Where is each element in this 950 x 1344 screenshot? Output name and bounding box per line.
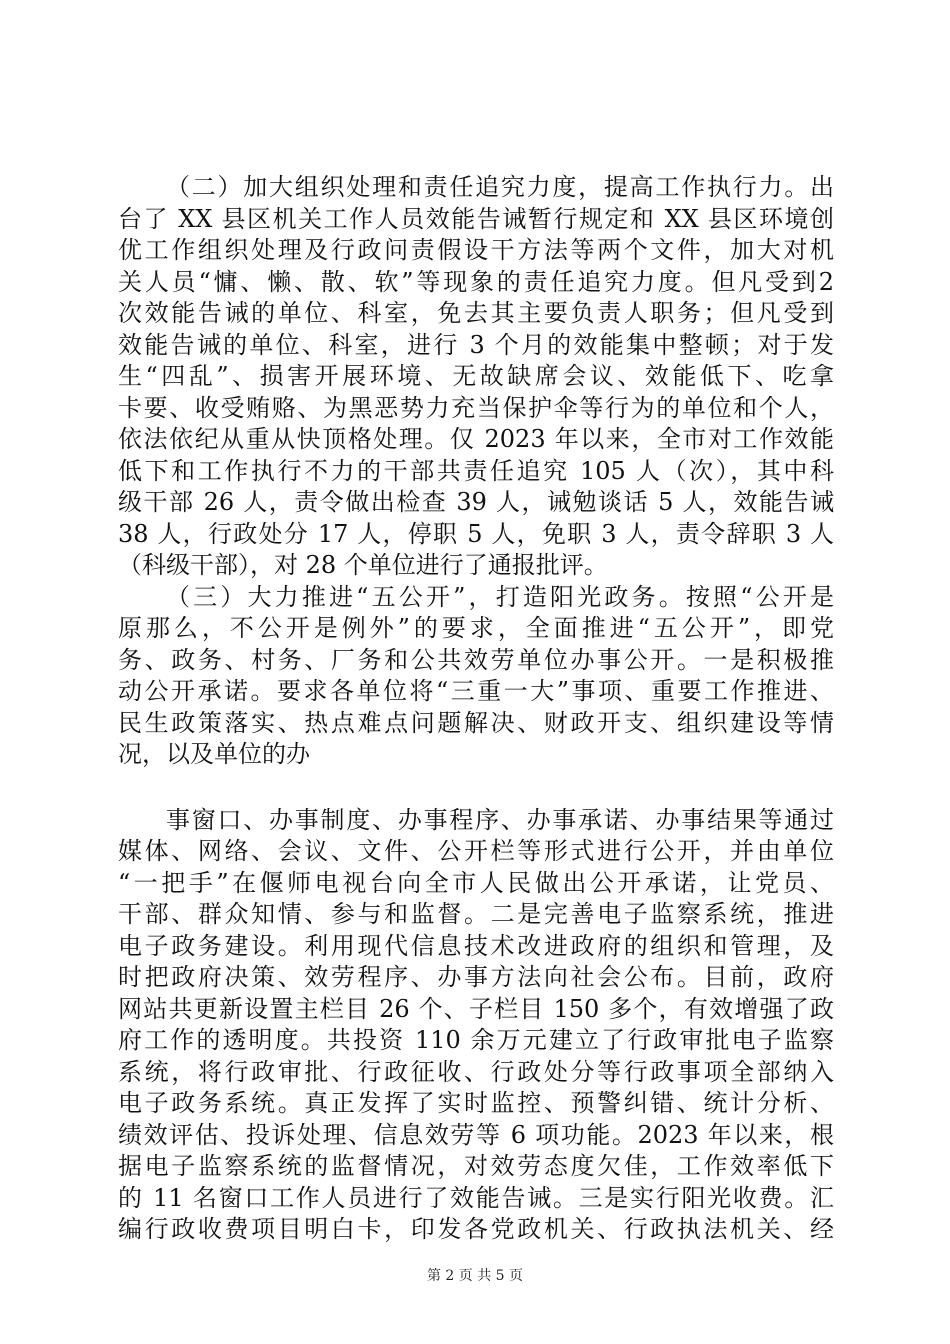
text-line: 次效能告诫的单位、科室，免去其主要负责人职务；但凡受到 [118, 299, 834, 327]
text-line: 卡要、收受贿赂、为黑恶势力充当保护伞等行为的单位和个人， [118, 393, 834, 422]
text-line: 关人员“慵、懒、散、软”等现象的责任追究力度。但凡受到2 [118, 267, 834, 296]
text-line: 38 人，行政处分 17 人，停职 5 人，免职 3 人，责令辞职 3 人 [118, 519, 834, 548]
text-line: （科级干部），对 28 个单位进行了通报批评。 [118, 551, 608, 579]
text-line: 务、政务、村务、厂务和公共效劳单位办事公开。一是积极推 [118, 645, 834, 674]
text-line: 网站共更新设置主栏目 26 个、子栏目 150 多个，有效增强了政 [118, 994, 834, 1023]
body-text [118, 172, 834, 1246]
text-line: 优工作组织处理及行政问责假设干方法等两个文件，加大对机 [118, 236, 834, 264]
text-line: 媒体、网络、会议、文件、公开栏等形式进行公开，并由单位 [118, 837, 834, 865]
text-line: （二）加大组织处理和责任追究力度，提高工作执行力。出 [166, 173, 834, 201]
text-line: “一把手”在偃师电视台向全市人民做出公开承诺，让党员、 [118, 868, 834, 897]
text-line: 系统，将行政审批、行政征收、行政处分等行政事项全部纳入 [118, 1057, 834, 1086]
text-line: 民生政策落实、热点难点问题解决、财政开支、组织建设等情 [118, 708, 834, 737]
text-line: 台了 XX 县区机关工作人员效能告诫暂行规定和 XX 县区环境创 [118, 204, 834, 233]
text-line: 况，以及单位的办 [118, 740, 310, 768]
paragraph-gap [118, 771, 834, 805]
page-footer [0, 1265, 950, 1285]
text-line: 的 11 名窗口工作人员进行了效能告诫。三是实行阳光收费。汇 [118, 1183, 834, 1212]
text-line: 府工作的透明度。共投资 110 余万元建立了行政审批电子监察 [118, 1026, 834, 1054]
text-line: 时把政府决策、效劳程序、办事方法向社会公布。目前，政府 [118, 963, 834, 991]
text-line: 干部、群众知情、参与和监督。二是完善电子监察系统，推进 [118, 900, 834, 928]
text-line: 原那么，不公开是例外”的要求，全面推进“五公开”，即党 [118, 614, 834, 642]
text-line: 绩效评估、投诉处理、信息效劳等 6 项功能。2023 年以来，根 [118, 1120, 834, 1149]
text-line: 事窗口、办事制度、办事程序、办事承诺、办事结果等通过 [166, 805, 834, 834]
text-line: 编行政收费项目明白卡，印发各党政机关、行政执法机关、经 [118, 1215, 834, 1243]
text-line: 依法依纪从重从快顶格处理。仅 2023 年以来，全市对工作效能 [118, 425, 834, 453]
text-line: 电子政务系统。真正发挥了实时监控、预警纠错、统计分析、 [118, 1089, 834, 1117]
text-line: 动公开承诺。要求各单位将“三重一大”事项、重要工作推进、 [118, 677, 834, 705]
text-line: 低下和工作执行不力的干部共责任追究 105 人（次），其中科 [118, 456, 834, 485]
text-line: （三）大力推进“五公开”，打造阳光政务。按照“公开是 [166, 582, 834, 611]
text-line: 生“四乱”、损害开展环境、无故缺席会议、效能低下、吃拿 [118, 362, 834, 390]
page-number: 第 2 页 共 5 页 [426, 1268, 524, 1284]
text-line: 级干部 26 人，责令做出检查 39 人，诫勉谈话 5 人，效能告诫 [118, 488, 834, 516]
text-line: 据电子监察系统的监督情况，对效劳态度欠佳，工作效率低下 [118, 1152, 834, 1180]
text-line: 电子政务建设。利用现代信息技术改进政府的组织和管理，及 [118, 931, 834, 960]
text-line: 效能告诫的单位、科室，进行 3 个月的效能集中整顿；对于发 [118, 330, 834, 359]
